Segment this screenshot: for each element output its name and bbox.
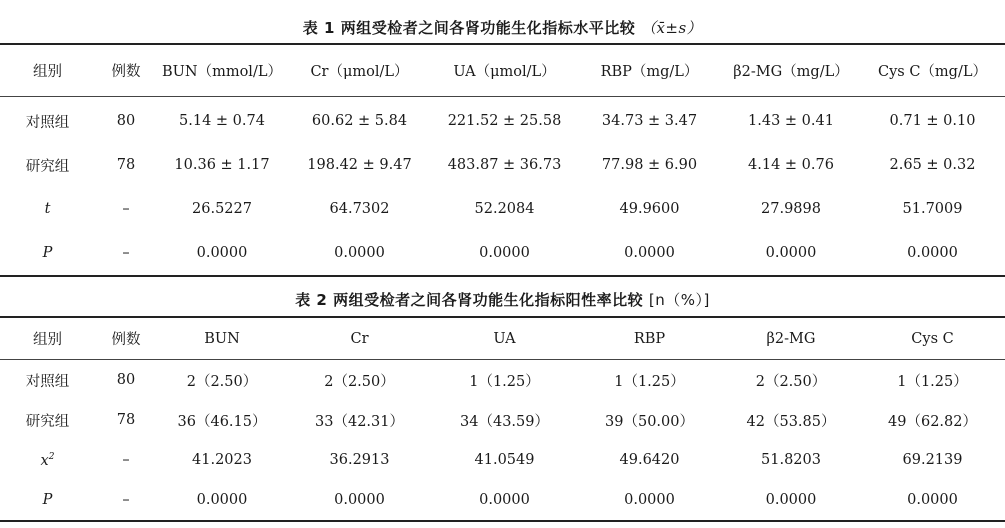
table1-header-cr: Cr（μmol/L）: [287, 44, 432, 97]
table2-cell: 0.0000: [196, 492, 248, 508]
table1: [0, 43, 1005, 277]
table1-caption: [0, 17, 1005, 38]
table-row: [0, 400, 1005, 440]
table2-cell: 41.2023: [192, 452, 252, 468]
table1-cell: –: [122, 201, 130, 217]
table1-cell: 49.9600: [619, 201, 680, 217]
table2-cell: 1（1.25）: [469, 373, 540, 390]
table1-cell: 2.65 ± 0.32: [889, 157, 976, 173]
table1-cell: 对照组: [25, 114, 70, 131]
table1-label: 表 1: [302, 19, 335, 37]
table2-cell: 49（62.82）: [888, 413, 977, 430]
table2-cell-chi: [0, 440, 95, 480]
table-row: [0, 143, 1005, 187]
table1-cell: P: [42, 245, 53, 261]
table2-cell: 0.0000: [624, 492, 675, 508]
table2-cell: 1（1.25）: [897, 373, 968, 390]
table2-cell: 2（2.50）: [324, 373, 395, 390]
table1-cell: 80: [116, 113, 136, 129]
table2-cell: 1（1.25）: [614, 373, 685, 390]
table-row: [0, 440, 1005, 480]
table2-cell: 41.0549: [474, 452, 535, 468]
table1-cell: 0.0000: [334, 245, 385, 261]
table2-header-cr: Cr: [287, 317, 432, 360]
table1-cell: 研究组: [25, 158, 70, 175]
table2-cell: 研究组: [25, 413, 70, 430]
table1-header-b2mg: β2-MG（mg/L）: [722, 44, 860, 97]
table2-cell: –: [122, 452, 130, 468]
table2-header-ua: UA: [432, 317, 577, 360]
table1-cell: 198.42 ± 9.47: [307, 157, 412, 173]
table2-header-group: 组别: [0, 317, 95, 360]
table1-cell: 0.0000: [765, 245, 817, 261]
table1-header-count: 例数: [95, 44, 157, 97]
table1-cell: 51.7009: [902, 201, 963, 217]
table1-cell: 0.0000: [907, 245, 958, 261]
table2-cell: 49.6420: [619, 452, 680, 468]
table1-title: 两组受检者之间各肾功能生化指标水平比较: [340, 19, 636, 37]
table2-header-bun: BUN: [157, 317, 287, 360]
table2-cell: 0.0000: [765, 492, 817, 508]
table1-header-ua: UA（μmol/L）: [432, 44, 577, 97]
chi-symbol: x: [40, 452, 49, 469]
table1-cell: 26.5227: [192, 201, 252, 217]
table2-cell: 0.0000: [907, 492, 958, 508]
table2-header-row: [0, 317, 1005, 360]
table2-label: 表 2: [295, 291, 328, 309]
table1-cell: 27.9898: [761, 201, 821, 217]
table1-cell: 77.98 ± 6.90: [601, 157, 698, 173]
table1-header-cysc: Cys C（mg/L）: [860, 44, 1005, 97]
table2-cell: 51.8203: [761, 452, 821, 468]
table2-cell: 36.2913: [329, 452, 390, 468]
table1-title-suffix: （x̄±s）: [640, 19, 703, 37]
table2-cell: 78: [116, 412, 136, 428]
table1-cell: 1.43 ± 0.41: [748, 113, 834, 129]
table2-title-suffix: [n（%）]: [648, 291, 710, 309]
table1-cell: –: [122, 245, 130, 261]
table1-cell: 483.87 ± 36.73: [447, 157, 562, 173]
table1-cell: 4.14 ± 0.76: [748, 157, 834, 173]
table2-cell: 33（42.31）: [315, 413, 404, 430]
table-row: [0, 97, 1005, 144]
table1-cell: 64.7302: [329, 201, 390, 217]
table2-title: 两组受检者之间各肾功能生化指标阳性率比较: [333, 291, 644, 309]
table2-cell: 对照组: [25, 373, 70, 390]
table1-cell: 60.62 ± 5.84: [311, 113, 408, 129]
table2-cell: 80: [116, 372, 136, 388]
table-row: [0, 480, 1005, 521]
table2: [0, 316, 1005, 522]
table1-cell: 78: [116, 157, 136, 173]
table-row: [0, 360, 1005, 401]
table1-cell: 34.73 ± 3.47: [601, 113, 698, 129]
table1-cell: 221.52 ± 25.58: [447, 113, 562, 129]
table1-header-row: [0, 44, 1005, 97]
table1-cell: 10.36 ± 1.17: [174, 157, 270, 173]
table2-cell: 34（43.59）: [460, 413, 549, 430]
chi-superscript: 2: [48, 451, 55, 462]
table2-cell: 0.0000: [334, 492, 385, 508]
table1-header-rbp: RBP（mg/L）: [577, 44, 722, 97]
table2-cell: 36（46.15）: [177, 413, 267, 430]
table1-header-bun: BUN（mmol/L）: [157, 44, 287, 97]
table2-cell: 69.2139: [902, 452, 963, 468]
table1-cell: 0.0000: [624, 245, 675, 261]
table2-cell: 2（2.50）: [755, 373, 827, 390]
table2-header-rbp: RBP: [577, 317, 722, 360]
table2-header-b2mg: β2-MG: [722, 317, 860, 360]
table2-header-cysc: Cys C: [860, 317, 1005, 360]
table1-cell: 5.14 ± 0.74: [179, 113, 265, 129]
table1-cell: 0.0000: [196, 245, 248, 261]
table2-cell: 0.0000: [479, 492, 530, 508]
table1-cell: t: [44, 201, 51, 217]
table-row: [0, 187, 1005, 231]
table1-cell: 52.2084: [474, 201, 535, 217]
table2-cell: 2（2.50）: [186, 373, 258, 390]
table2-cell: P: [42, 492, 53, 508]
table1-cell: 0.0000: [479, 245, 530, 261]
table2-header-count: 例数: [95, 317, 157, 360]
table1-cell: 0.71 ± 0.10: [889, 113, 976, 129]
table2-cell: –: [122, 492, 130, 508]
table2-caption: [0, 289, 1005, 310]
table1-header-group: 组别: [0, 44, 95, 97]
table2-cell: 39（50.00）: [605, 413, 694, 430]
table-row: [0, 231, 1005, 276]
table2-cell: 42（53.85）: [746, 413, 836, 430]
